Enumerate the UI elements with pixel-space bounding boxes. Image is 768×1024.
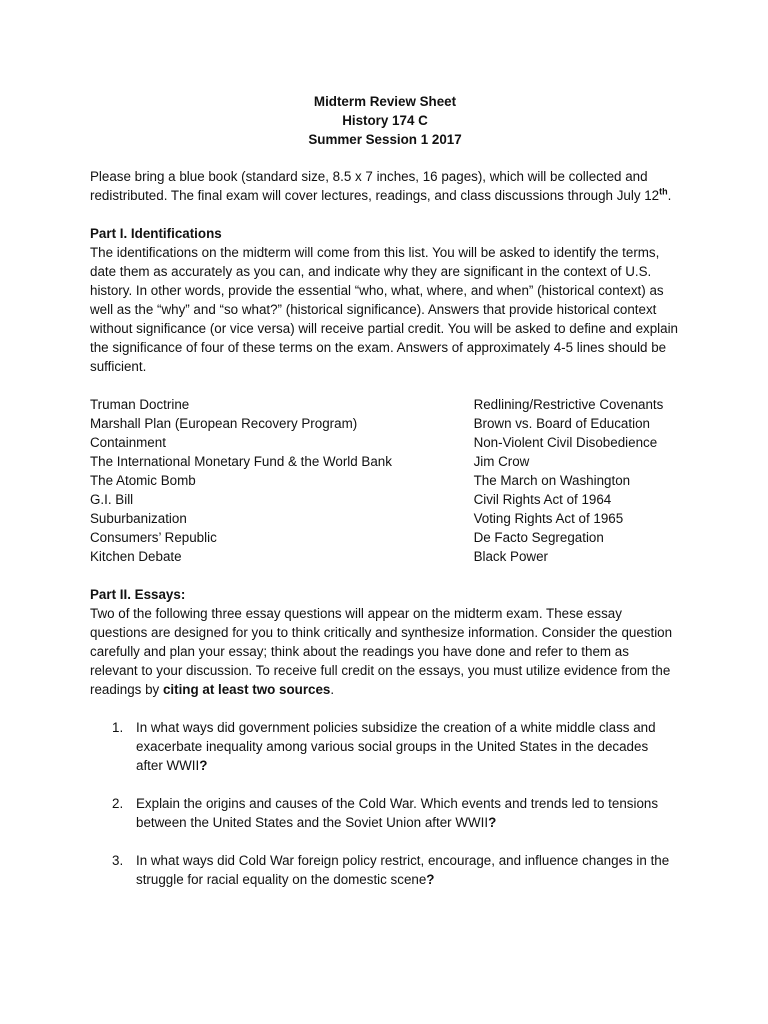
question-text-body: Explain the origins and causes of the Cold War. Which events and trends led to tensions between the United States and the Soviet Union after WWII bbox=[136, 796, 659, 830]
term-item: Consumers’ Republic bbox=[90, 530, 217, 545]
essay-question bbox=[90, 851, 680, 889]
title-line-3: Summer Session 1 2017 bbox=[308, 132, 462, 147]
title-line-2: History 174 C bbox=[342, 113, 428, 128]
question-number: 3. bbox=[112, 853, 124, 868]
document-title-block bbox=[90, 92, 680, 149]
terms-column-right bbox=[464, 395, 680, 566]
term-item: Voting Rights Act of 1965 bbox=[473, 511, 624, 526]
title-line-1: Midterm Review Sheet bbox=[313, 94, 457, 109]
terms-list bbox=[90, 395, 680, 566]
question-text-body: In what ways did government policies subsidize the creation of a white middle class and exacerbate inequality among various social groups in the United States in the decades after WWII bbox=[136, 720, 656, 773]
term-item: The International Monetary Fund & the World Bank bbox=[90, 454, 392, 469]
term-item: Suburbanization bbox=[90, 511, 187, 526]
intro-superscript: th bbox=[659, 186, 668, 197]
term-item: Truman Doctrine bbox=[90, 397, 190, 412]
part2-body-text: Two of the following three essay questions will appear on the midterm exam. These essay questions are designed for you to think critically and synthesize information. Consider the question carefully and plan your essay; think about the readings you have done and refer to them as relevant to your discussion. To receive full credit on the essays, you must utilize evidence from the readings by bbox=[90, 606, 673, 697]
question-mark: ? bbox=[426, 872, 435, 887]
term-item: Non-Violent Civil Disobedience bbox=[473, 435, 658, 450]
term-item: The Atomic Bomb bbox=[90, 473, 196, 488]
part2-body bbox=[90, 604, 680, 699]
intro-paragraph bbox=[90, 167, 680, 205]
essay-question bbox=[90, 794, 680, 832]
terms-column-left bbox=[90, 395, 464, 566]
essay-questions-list bbox=[90, 718, 680, 889]
term-item: Black Power bbox=[473, 549, 548, 564]
document-page bbox=[90, 92, 680, 908]
intro-text: Please bring a blue book (standard size, 8.5 x 7 inches, 16 pages), which will be collected and redistributed. The final exam will cover lectures, readings, and class discussions through July 12 bbox=[90, 169, 660, 203]
part2-body-end: . bbox=[330, 682, 335, 697]
term-item: G.I. Bill bbox=[90, 492, 134, 507]
question-text bbox=[136, 851, 680, 889]
term-item: Civil Rights Act of 1964 bbox=[473, 492, 612, 507]
question-text-body: In what ways did Cold War foreign policy restrict, encourage, and influence changes in the struggle for racial equality on the domestic scene bbox=[136, 853, 670, 887]
essay-question bbox=[90, 718, 680, 775]
intro-end: . bbox=[667, 188, 672, 203]
term-item: Brown vs. Board of Education bbox=[473, 416, 650, 431]
term-item: Jim Crow bbox=[473, 454, 530, 469]
part2-heading: Part II. Essays: bbox=[90, 587, 186, 602]
term-item: The March on Washington bbox=[473, 473, 631, 488]
term-item: Marshall Plan (European Recovery Program) bbox=[90, 416, 358, 431]
part1-body: The identifications on the midterm will come from this list. You will be asked to identify the terms, date them as accurately as you can, and indicate why they are significant in the context of U.S. history. In other words, provide the essential “who, what, where, and when” (historical context) as well as the “why” and “so what?” (historical significance). Answers that provide historical context without significance (or vice versa) will receive partial credit. You will be asked to define and explain the significance of four of these terms on the exam. Answers of approximately 4-5 lines should be sufficient. bbox=[90, 245, 679, 374]
term-item: Redlining/Restrictive Covenants bbox=[473, 397, 664, 412]
part1-heading: Part I. Identifications bbox=[90, 226, 222, 241]
part2-body-emphasis: citing at least two sources bbox=[162, 682, 331, 697]
question-mark: ? bbox=[199, 758, 208, 773]
question-number: 1. bbox=[112, 720, 124, 735]
question-number: 2. bbox=[112, 796, 124, 811]
question-text bbox=[136, 794, 680, 832]
question-text bbox=[136, 718, 680, 775]
term-item: De Facto Segregation bbox=[473, 530, 604, 545]
term-item: Containment bbox=[90, 435, 166, 450]
question-mark: ? bbox=[488, 815, 497, 830]
term-item: Kitchen Debate bbox=[90, 549, 182, 564]
